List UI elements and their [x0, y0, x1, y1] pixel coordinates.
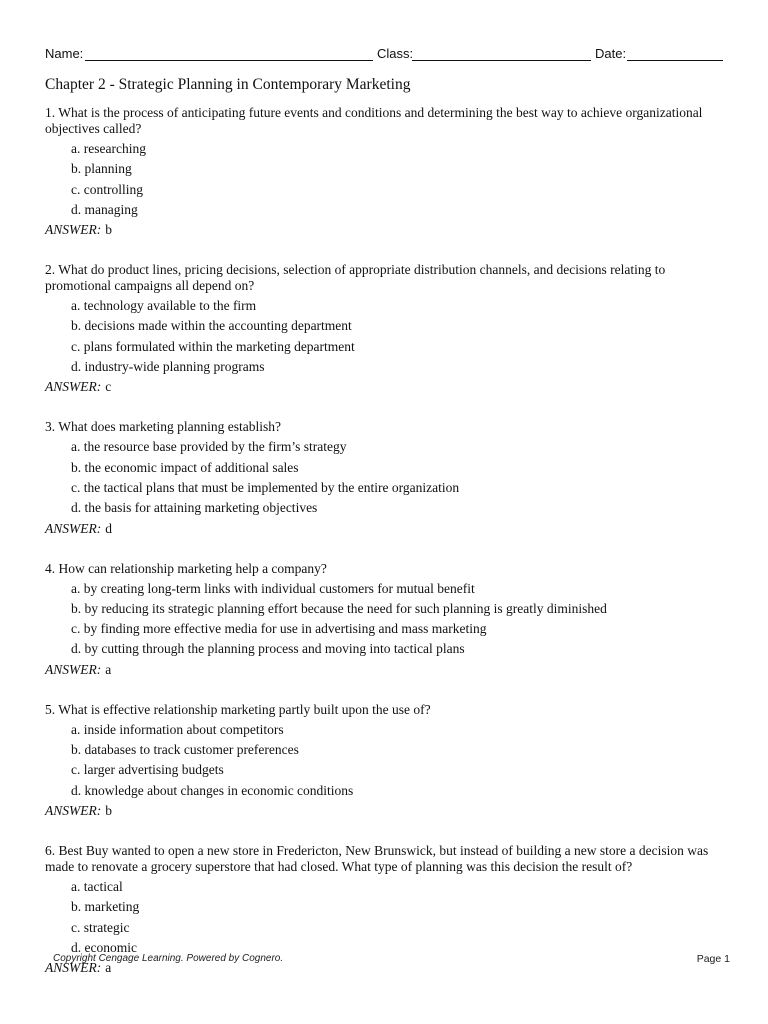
question-4 [45, 561, 725, 680]
date-label: Date: [595, 46, 627, 61]
answer-line [45, 519, 725, 539]
option-c: c. strategic [71, 919, 130, 935]
question-text: 4. How can relationship marketing help a company? [45, 560, 327, 576]
option-c: c. larger advertising budgets [71, 762, 224, 778]
option-b: b. by reducing its strategic planning effort because the need for such planning is greatly diminished [71, 600, 607, 616]
option-a: a. the resource base provided by the firm’s strategy [71, 439, 347, 455]
option-b: b. planning [71, 161, 132, 177]
student-info-header [45, 44, 725, 64]
option-a: a. tactical [71, 878, 123, 894]
option-c: c. controlling [71, 181, 143, 197]
option-c: c. the tactical plans that must be implemented by the entire organization [71, 479, 460, 495]
answer-value: b [105, 802, 112, 818]
question-1 [45, 105, 725, 240]
option-d: d. knowledge about changes in economic conditions [71, 782, 354, 798]
answer-value: a [105, 661, 112, 677]
answer-line [45, 220, 725, 240]
option-d: d. industry-wide planning programs [71, 359, 265, 375]
option-b: b. marketing [71, 899, 140, 915]
option-a: a. inside information about competitors [71, 721, 284, 737]
class-label: Class: [377, 46, 414, 61]
answer-value: d [105, 520, 112, 536]
answer-value: b [105, 222, 112, 238]
option-d: d. the basis for attaining marketing objectives [71, 500, 318, 516]
answer-label: ANSWER: [45, 661, 102, 677]
option-d: d. economic [71, 939, 137, 955]
option-c: c. plans formulated within the marketing department [71, 338, 355, 354]
question-text: 6. Best Buy wanted to open a new store in Fredericton, New Brunswick, but instead of building a new store a decision was made to renovate a grocery superstore that had closed. What type of planning was this decision the result of? [45, 842, 709, 874]
answer-label: ANSWER: [45, 379, 102, 395]
option-c: c. by finding more effective media for use in advertising and mass marketing [71, 621, 487, 637]
question-list [45, 105, 725, 1000]
class-blank-line [412, 60, 591, 61]
answer-label: ANSWER: [45, 520, 102, 536]
question-text: 2. What do product lines, pricing decisions, selection of appropriate distribution channels, and decisions relating to promotional campaigns all depend on? [45, 262, 666, 294]
chapter-title: Chapter 2 - Strategic Planning in Contemporary Marketing [45, 76, 411, 93]
answer-value: c [105, 379, 112, 395]
option-b: b. decisions made within the accounting department [71, 318, 352, 334]
question-2 [45, 262, 725, 397]
answer-line [45, 377, 725, 397]
question-5 [45, 702, 725, 821]
option-b: b. databases to track customer preferences [71, 742, 299, 758]
option-a: a. by creating long-term links with individual customers for mutual benefit [71, 580, 475, 596]
option-a: a. researching [71, 141, 146, 156]
option-d: d. by cutting through the planning process and moving into tactical plans [71, 641, 465, 657]
name-label: Name: [45, 46, 84, 61]
date-blank-line [627, 60, 723, 61]
option-a: a. technology available to the firm [71, 298, 257, 314]
answer-line [45, 660, 725, 680]
question-text: 1. What is the process of anticipating future events and conditions and determining the best way to achieve organizational objectives called? [45, 105, 703, 136]
question-text: 5. What is effective relationship marketing partly built upon the use of? [45, 701, 431, 717]
answer-value: a [105, 960, 112, 976]
option-d: d. managing [71, 201, 138, 217]
answer-label: ANSWER: [45, 802, 102, 818]
option-b: b. the economic impact of additional sales [71, 459, 299, 475]
answer-label: ANSWER: [45, 960, 102, 976]
question-text: 3. What does marketing planning establish? [45, 419, 281, 435]
answer-line [45, 801, 725, 821]
name-blank-line [85, 60, 373, 61]
question-3 [45, 419, 725, 538]
copyright-footer: Copyright Cengage Learning. Powered by Cognero. [53, 953, 284, 964]
answer-label: ANSWER: [45, 222, 102, 238]
page-number: Page 1 [696, 953, 730, 965]
